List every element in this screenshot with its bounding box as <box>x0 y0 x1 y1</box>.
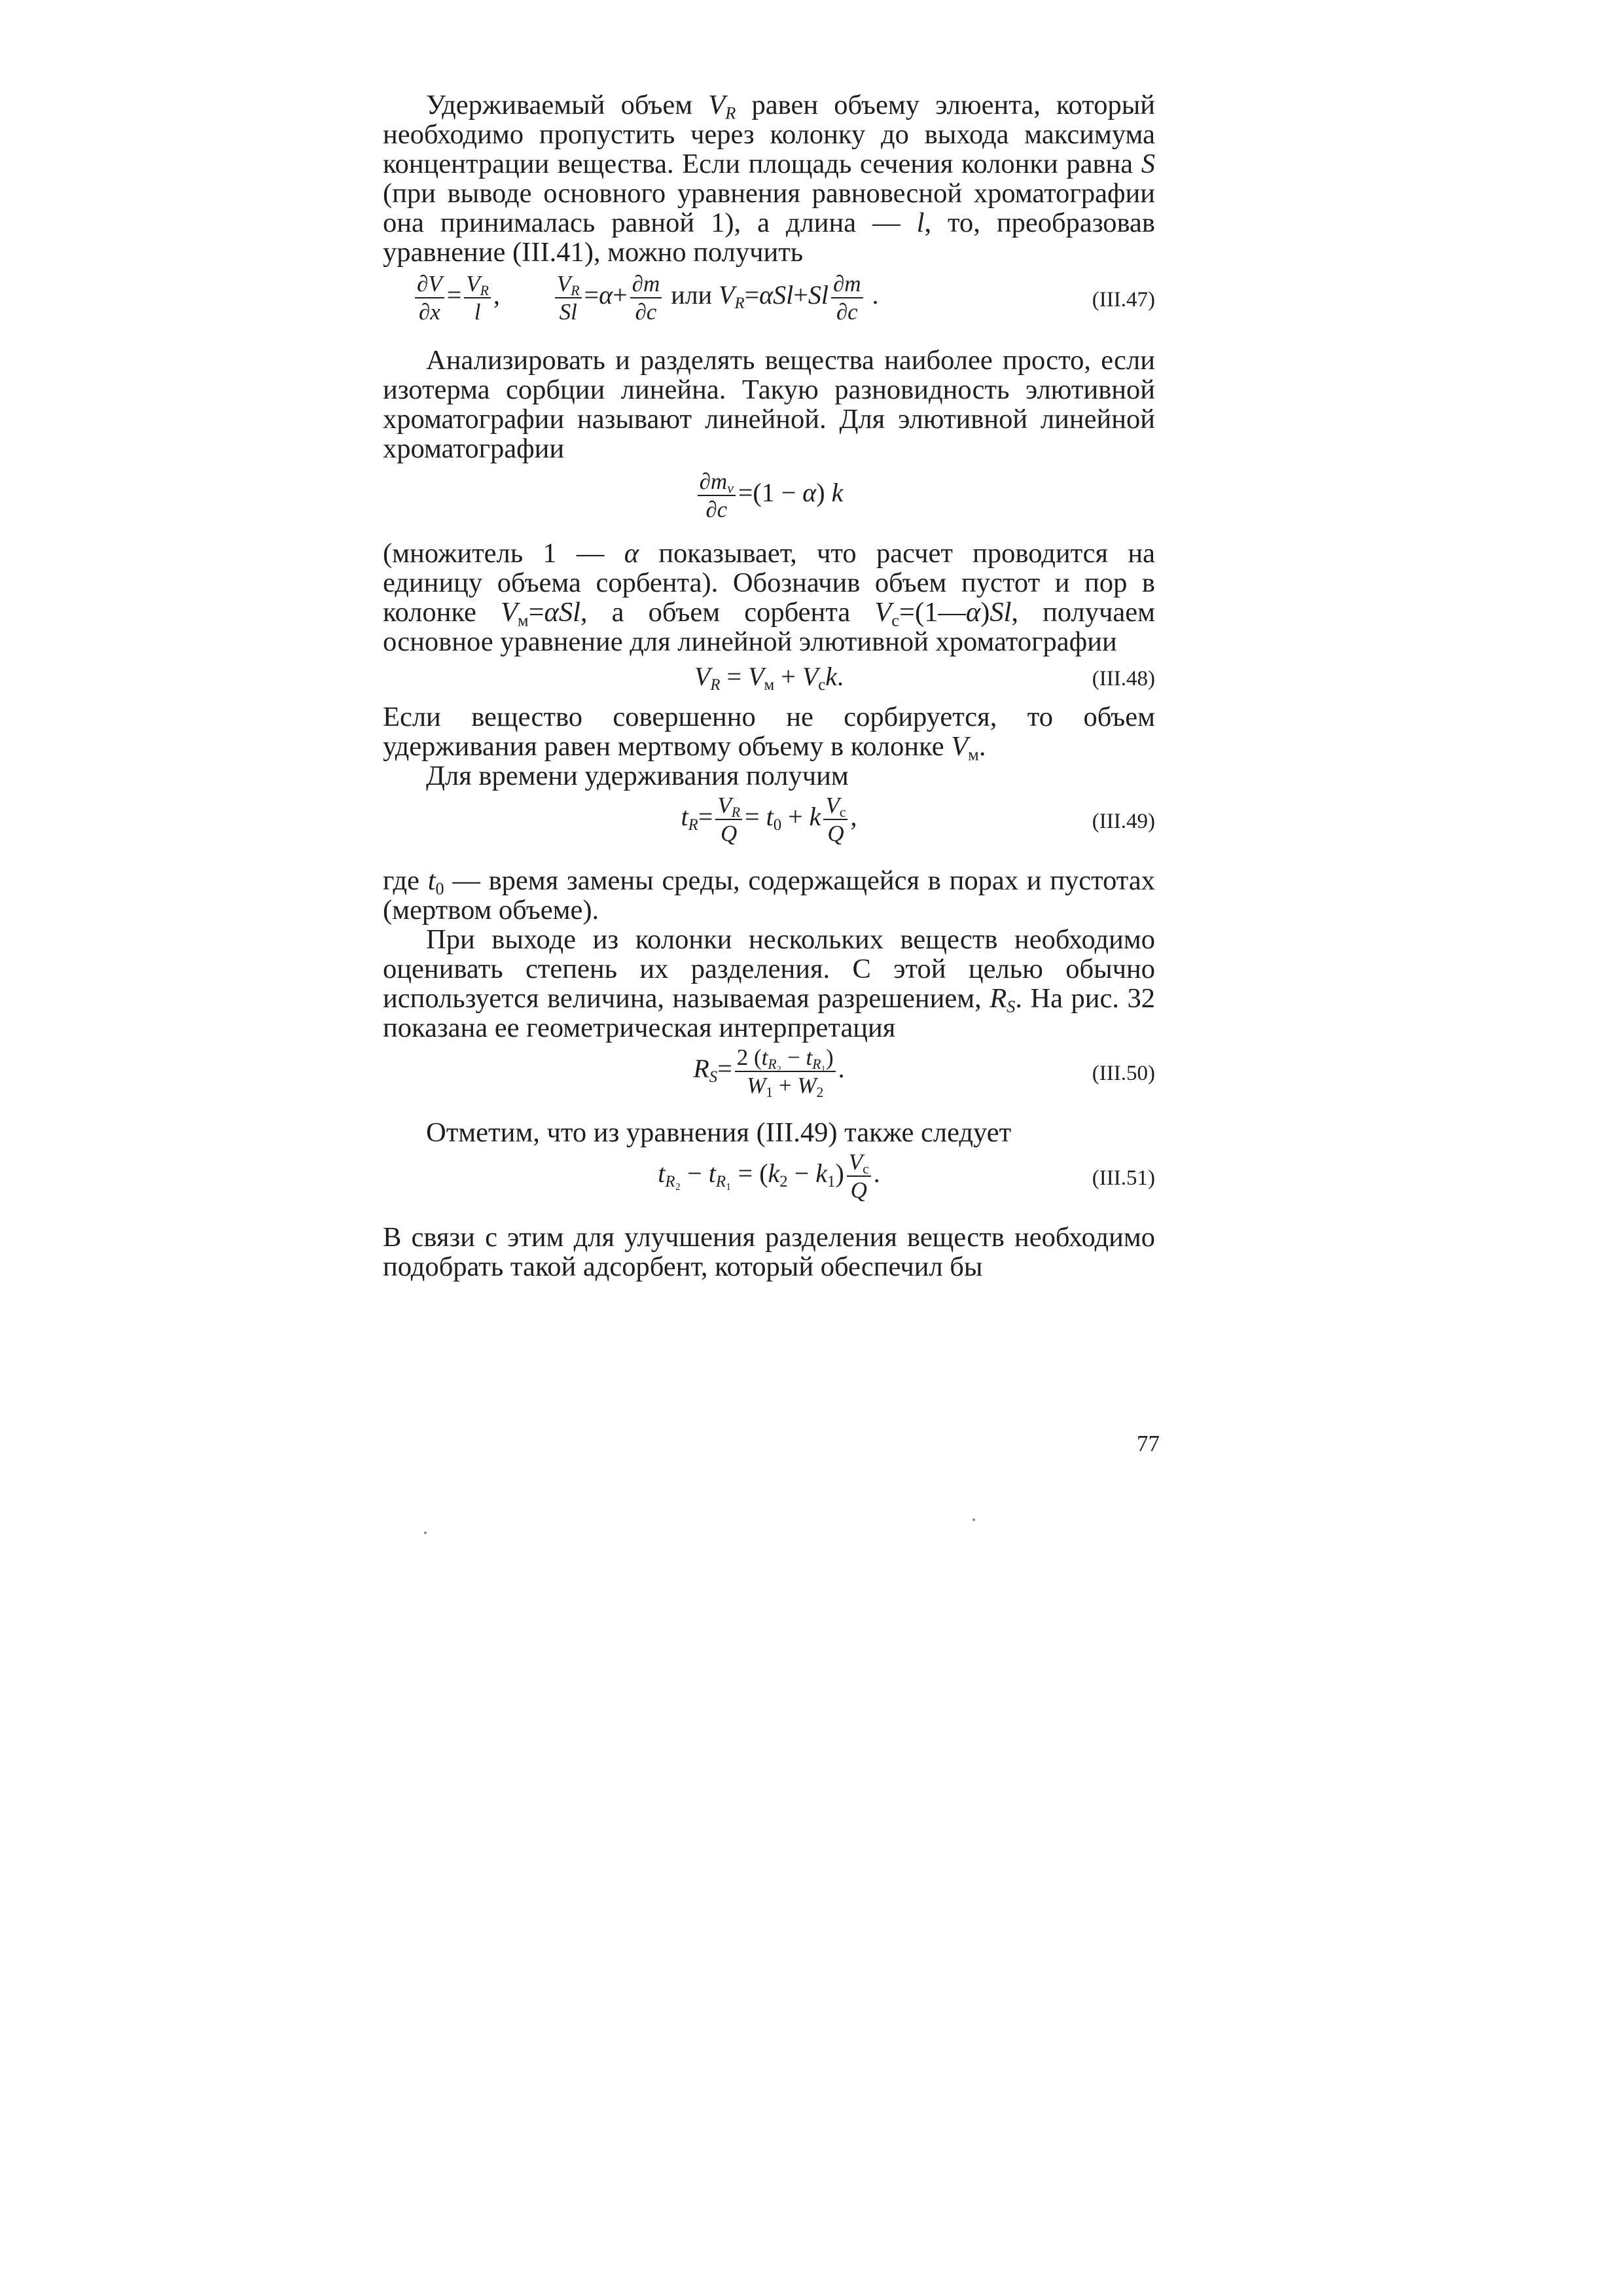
paragraph-4: Если вещество совершенно не сорбируется, то объем удерживания равен мертвому объему в колонке $V_м$. <box>383 702 1155 764</box>
scan-speck <box>424 1532 427 1534</box>
paragraph-1: Удерживаемый объем $V_R$ равен объему элюента, который необходимо пропустить через колонку до выхода максимума концентрации вещества. Если площадь сечения колонки равна S (при выводе основного уравнения равновесной хроматографии она принималась равной 1), а длина — l, то, преобразовав уравнение (III.41), можно получить <box>383 90 1155 268</box>
paragraph-6: где $t_0$ — время замены среды, содержащейся в порах и пустотах (мертвом объеме). <box>383 865 1155 925</box>
paragraph-2: Анализировать и разделять вещества наиболее просто, если изотерма сорбции линейна. Такую разновидность элютивной хроматографии называют линейной. Для элютивной линейной хроматографии <box>383 345 1155 464</box>
body-text <box>383 90 1155 1282</box>
equation-label-III-49: (III.49) <box>1092 810 1155 833</box>
equation-label-III-51: (III.51) <box>1092 1166 1155 1190</box>
scan-speck <box>972 1518 975 1521</box>
paragraph-8: Отметим, что из уравнения (III.49) также следует <box>426 1117 1012 1148</box>
equation-label-III-48: (III.48) <box>1092 667 1155 691</box>
paragraph-7: При выходе из колонки нескольких веществ необходимо оценивать степень их разделения. С этой целью обычно используется величина, называемая разрешением, $R_S$. На рис. 32 показана ее геометрическая интерпретация <box>383 924 1155 1043</box>
paragraph-9: В связи с этим для улучшения разделения веществ необходимо подобрать такой адсорбент, который обеспечил бы <box>383 1222 1155 1282</box>
equation-III-48: $V_R = V_м + V_ck$. (III.48) <box>694 662 1155 694</box>
equation-III-50: $R_S=$ $\frac{2 (t_{R_2} - t_{R_1})}{W_1 + W_2}$ . (III.50) <box>693 1045 1155 1101</box>
paragraph-3: (множитель 1 — α показывает, что расчет проводится на единицу объема сорбента). Обозначив объем пустот и пор в колонке $V_м=\alpha Sl$, а объем сорбента $V_c=(1—\alpha)Sl$, получаем основное уравнение для линейной элютивной хроматографии <box>383 538 1156 657</box>
paragraph-5: Для времени удерживания получим <box>426 761 849 791</box>
equation-III-51: $t_{R_2} - t_{R_1} = (k_2 - k_1)$ $\frac{V_c}{Q}$ . (III.51) <box>658 1149 1155 1203</box>
equation-label-III-47: (III.47) <box>1092 288 1155 312</box>
equation-unnumbered: $\frac{\partial m_v}{\partial c}$ =(1 − α) k <box>383 463 1155 526</box>
equation-III-49: $t_R=$ $\frac{V_R}{Q}$ = $t_0 + k$ $\frac{V_c}{Q}$ , (III.49) <box>681 793 1155 846</box>
equation-label-III-50: (III.50) <box>1092 1062 1155 1085</box>
equation-III-47: $\frac{\partial V}{\partial x}$ = $\frac{V_R}{l}$ , $\frac{V_R}{Sl}$ =α+ $\frac{\partial m}{\partial c}$ или $V_R=\alpha Sl+Sl$ $\frac{\partial m}{\partial c}$ . (III.47) <box>383 267 1155 326</box>
page-number: 77 <box>1137 1431 1160 1456</box>
